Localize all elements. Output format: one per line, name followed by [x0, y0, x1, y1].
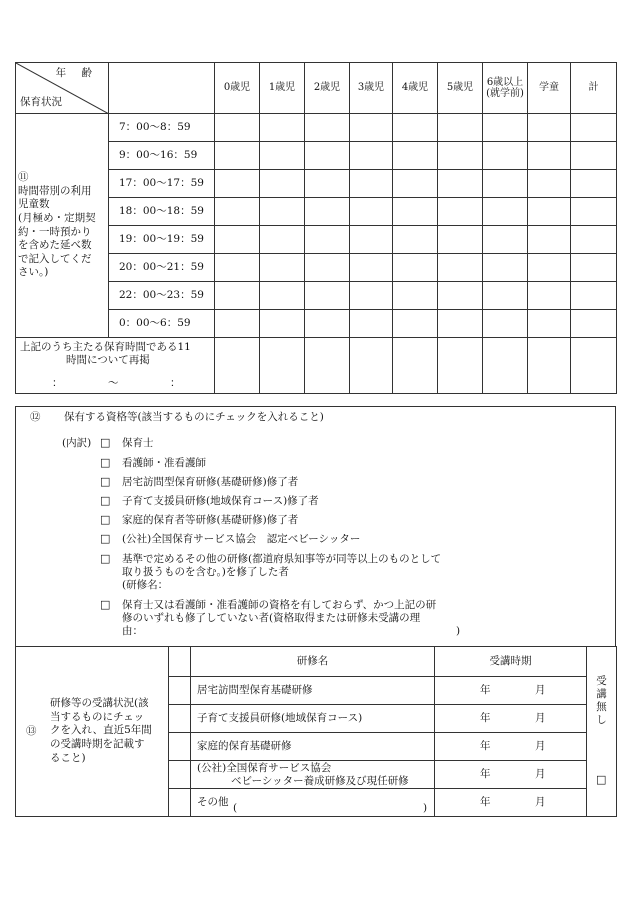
count-cell[interactable]: [350, 198, 393, 226]
training-name-nippon-babysitter: (公社)全国保育サービス協会 ベビーシッター養成研修及び現任研修: [191, 761, 435, 789]
training-check-cell[interactable]: [169, 761, 191, 789]
count-cell[interactable]: [438, 226, 483, 254]
training-history-table: [15, 646, 617, 817]
training-name: 居宅訪問型保育基礎研修: [191, 677, 435, 705]
training-period-cell[interactable]: 年 月: [435, 733, 587, 761]
count-cell[interactable]: [305, 338, 350, 394]
none-item-line-1: 保育士又は看護師・准看護師の資格を有しておらず、かつ上記の研: [122, 599, 437, 611]
count-cell[interactable]: [393, 310, 438, 338]
checkbox[interactable]: □: [100, 552, 111, 565]
time-slot-label: 17：00～17：59: [109, 170, 215, 198]
time-slot-label: 0：00～6：59: [109, 310, 215, 338]
count-cell[interactable]: [215, 282, 260, 310]
count-cell[interactable]: [260, 198, 305, 226]
count-cell[interactable]: [305, 114, 350, 142]
count-cell[interactable]: [571, 142, 617, 170]
count-cell[interactable]: [260, 142, 305, 170]
count-cell[interactable]: [438, 170, 483, 198]
section-13-label: [16, 647, 169, 817]
count-cell[interactable]: [571, 338, 617, 394]
count-cell[interactable]: [528, 198, 571, 226]
count-cell[interactable]: [350, 170, 393, 198]
count-cell[interactable]: [571, 114, 617, 142]
col-age-2: 2歳児: [305, 63, 350, 114]
training-name: 子育て支援員研修(地域保育コース): [191, 705, 435, 733]
count-cell[interactable]: [215, 254, 260, 282]
check-col-header: [169, 647, 191, 677]
header-diagonal-cell: [16, 63, 109, 114]
count-cell[interactable]: [393, 226, 438, 254]
time-slot-label: 18：00～18：59: [109, 198, 215, 226]
count-cell[interactable]: [305, 198, 350, 226]
count-cell[interactable]: [305, 282, 350, 310]
count-cell[interactable]: [260, 338, 305, 394]
count-cell[interactable]: [215, 114, 260, 142]
training-period-cell[interactable]: 年 月: [435, 761, 587, 789]
count-cell[interactable]: [528, 310, 571, 338]
count-cell[interactable]: [571, 254, 617, 282]
count-cell[interactable]: [483, 226, 528, 254]
training-period-cell[interactable]: 年 月: [435, 705, 587, 733]
other-training-line-2: 取り扱うものを含む。)を修了した者: [122, 566, 289, 578]
count-cell[interactable]: [215, 226, 260, 254]
count-cell[interactable]: [305, 170, 350, 198]
count-cell[interactable]: [571, 282, 617, 310]
count-cell[interactable]: [350, 226, 393, 254]
count-cell[interactable]: [215, 198, 260, 226]
checkbox[interactable]: □: [100, 513, 111, 526]
count-cell[interactable]: [350, 310, 393, 338]
count-cell[interactable]: [438, 198, 483, 226]
time-slot-label: 19：00～19：59: [109, 226, 215, 254]
count-cell[interactable]: [571, 170, 617, 198]
qualification-item: 看護師・准看護師: [122, 457, 206, 469]
count-cell[interactable]: [438, 310, 483, 338]
count-cell[interactable]: [438, 254, 483, 282]
count-cell[interactable]: [483, 198, 528, 226]
checkbox[interactable]: □: [100, 494, 111, 507]
count-cell[interactable]: [260, 254, 305, 282]
count-cell[interactable]: [350, 142, 393, 170]
header-age-label: 年 齢: [55, 67, 98, 79]
training-check-cell[interactable]: [169, 733, 191, 761]
breakdown-label: (内訳): [62, 437, 92, 449]
count-cell[interactable]: [393, 338, 438, 394]
count-cell[interactable]: [350, 282, 393, 310]
other-training-line-1: 基準で定めるその他の研修(都道府県知事等が同等以上のものとして: [122, 553, 442, 565]
count-cell[interactable]: [483, 282, 528, 310]
training-check-cell[interactable]: [169, 677, 191, 705]
header-blank-cell: [109, 63, 215, 114]
checkbox[interactable]: □: [100, 475, 111, 488]
count-cell[interactable]: [528, 254, 571, 282]
none-item-line-2: 修のいずれも修了していない者(資格取得または研修未受講の理: [122, 612, 421, 624]
no-attendance-cell: [587, 647, 617, 817]
count-cell[interactable]: [483, 170, 528, 198]
time-slot-label: 7：00～8：59: [109, 114, 215, 142]
col-total: 計: [571, 63, 617, 114]
count-cell[interactable]: [215, 338, 260, 394]
count-cell[interactable]: [528, 338, 571, 394]
count-cell[interactable]: [571, 198, 617, 226]
training-check-cell[interactable]: [169, 789, 191, 817]
count-cell[interactable]: [528, 282, 571, 310]
count-cell[interactable]: [393, 114, 438, 142]
count-cell[interactable]: [393, 142, 438, 170]
training-name: 家庭的保育基礎研修: [191, 733, 435, 761]
count-cell[interactable]: [483, 310, 528, 338]
qualifications-section: [15, 406, 616, 647]
qualification-item: 家庭的保育者等研修(基礎研修)修了者: [122, 514, 299, 526]
col-school-age: 学童: [528, 63, 571, 114]
count-cell[interactable]: [350, 338, 393, 394]
count-cell[interactable]: [393, 282, 438, 310]
count-cell[interactable]: [438, 142, 483, 170]
main-hours-label-2: 時間について再掲: [66, 354, 150, 367]
col-age-0: 0歳児: [215, 63, 260, 114]
checkbox[interactable]: □: [100, 598, 111, 611]
qualification-item: 保育士: [122, 437, 154, 449]
checkbox[interactable]: □: [100, 436, 111, 449]
count-cell[interactable]: [438, 114, 483, 142]
training-name-other: その他 ( ): [191, 789, 435, 817]
count-cell[interactable]: [483, 142, 528, 170]
count-cell[interactable]: [483, 254, 528, 282]
col-age-4: 4歳児: [393, 63, 438, 114]
count-cell[interactable]: [393, 198, 438, 226]
time-slot-usage-table: [15, 62, 617, 394]
count-cell[interactable]: [483, 338, 528, 394]
count-cell[interactable]: [571, 310, 617, 338]
main-hours-time-range[interactable]: ： ～ ：: [52, 377, 181, 389]
section-13-text: 研修等の受講状況(該 当するものにチェッ クを入れ、直近5年間 の受講時期を記載す ること): [50, 697, 152, 764]
training-period-cell[interactable]: 年 月: [435, 677, 587, 705]
count-cell[interactable]: [215, 142, 260, 170]
col-age-1: 1歳児: [260, 63, 305, 114]
count-cell[interactable]: [215, 310, 260, 338]
count-cell[interactable]: [260, 226, 305, 254]
section-13-number: ⑬: [26, 725, 37, 737]
main-hours-label-1: 上記のうち主たる保育時間である11: [20, 341, 191, 353]
time-slot-label: 20：00～21：59: [109, 254, 215, 282]
count-cell[interactable]: [260, 310, 305, 338]
training-check-cell[interactable]: [169, 705, 191, 733]
section-11-label: ⑪ 時間帯別の利用 児童数 (月極め・定期契 約・一時預かり を含めた延べ数 で記入してくだ さい。): [16, 114, 109, 338]
qualification-item: 居宅訪問型保育研修(基礎研修)修了者: [122, 476, 299, 488]
count-cell[interactable]: [528, 226, 571, 254]
count-cell[interactable]: [528, 142, 571, 170]
no-attendance-label: 受 講 無 し: [596, 675, 607, 727]
no-attendance-checkbox[interactable]: □: [596, 773, 607, 786]
count-cell[interactable]: [215, 170, 260, 198]
qualification-item: (公社)全国保育サービス協会 認定ベビーシッター: [122, 533, 361, 545]
training-period-header: 受講時期: [435, 647, 587, 677]
count-cell[interactable]: [483, 114, 528, 142]
count-cell[interactable]: [528, 170, 571, 198]
time-slot-label: 22：00～23：59: [109, 282, 215, 310]
section-12-title: 保有する資格等(該当するものにチェックを入れること): [64, 411, 324, 423]
col-age-3: 3歳児: [350, 63, 393, 114]
time-slot-label: 9：00～16：59: [109, 142, 215, 170]
count-cell[interactable]: [260, 114, 305, 142]
count-cell[interactable]: [438, 282, 483, 310]
col-age-6-line1: 6歳以上: [486, 76, 524, 88]
checkbox[interactable]: □: [100, 456, 111, 469]
section-12-number: ⑫: [30, 411, 41, 423]
col-age-6-plus: [483, 63, 528, 114]
other-training-line-3: (研修名：: [122, 579, 169, 591]
count-cell[interactable]: [393, 170, 438, 198]
checkbox[interactable]: □: [100, 532, 111, 545]
count-cell[interactable]: [305, 310, 350, 338]
main-hours-cell: [16, 338, 215, 394]
training-period-cell[interactable]: 年 月: [435, 789, 587, 817]
count-cell[interactable]: [393, 254, 438, 282]
header-status-label: 保育状況: [20, 95, 62, 108]
count-cell[interactable]: [305, 142, 350, 170]
count-cell[interactable]: [260, 282, 305, 310]
training-name-header: 研修名: [191, 647, 435, 677]
count-cell[interactable]: [571, 226, 617, 254]
none-item-close-paren: ): [456, 625, 461, 637]
count-cell[interactable]: [350, 114, 393, 142]
count-cell[interactable]: [305, 254, 350, 282]
col-age-5: 5歳児: [438, 63, 483, 114]
count-cell[interactable]: [305, 226, 350, 254]
none-item-line-3: 由：: [122, 625, 143, 637]
count-cell[interactable]: [438, 338, 483, 394]
qualification-item: 子育て支援員研修(地域保育コース)修了者: [122, 495, 319, 507]
count-cell[interactable]: [350, 254, 393, 282]
count-cell[interactable]: [528, 114, 571, 142]
count-cell[interactable]: [260, 170, 305, 198]
col-age-6-line2: (就学前): [486, 88, 524, 99]
